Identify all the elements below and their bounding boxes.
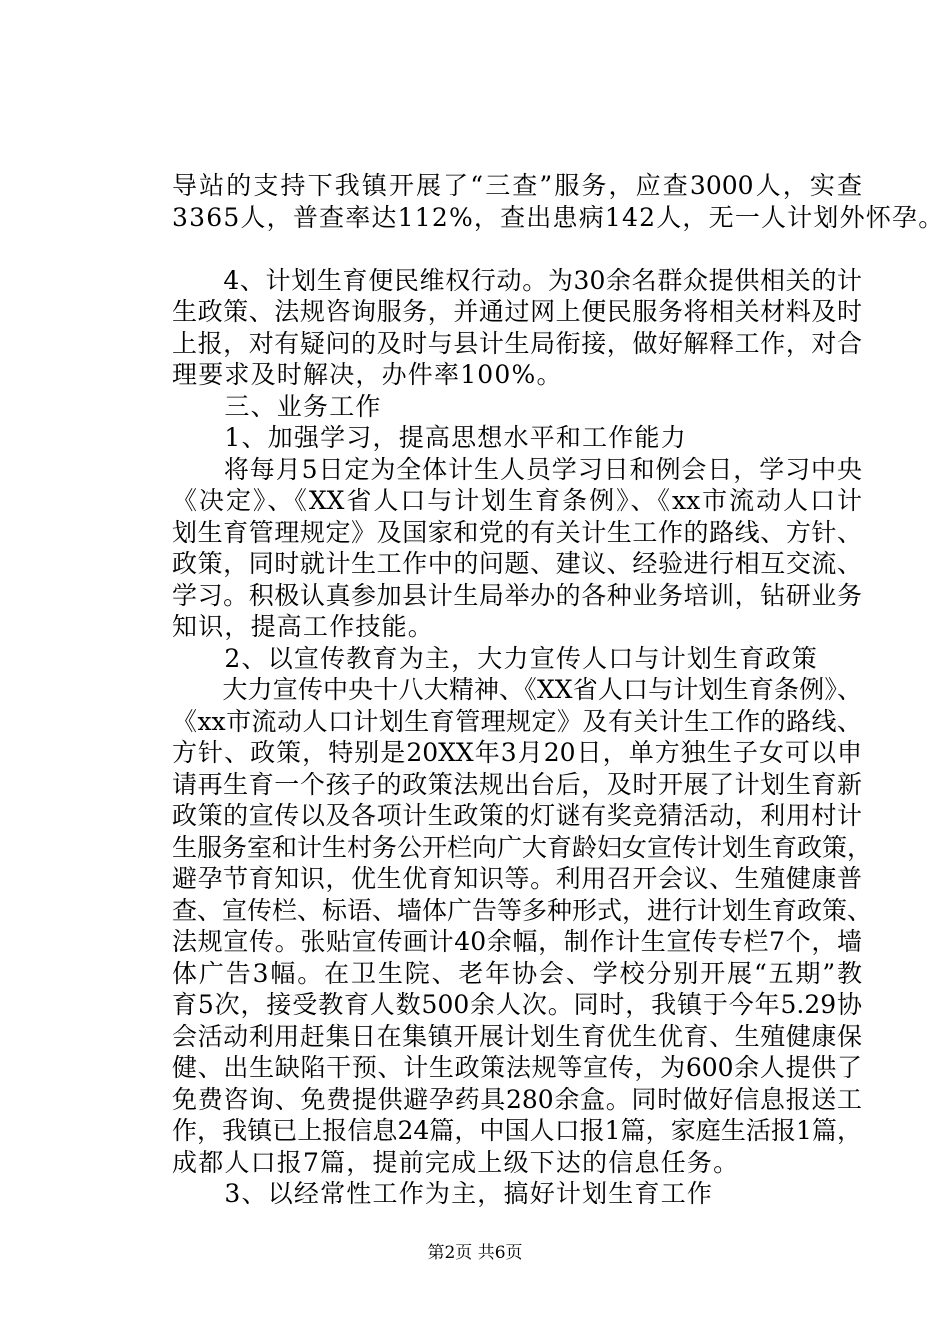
text-line: 方针、政策，特别是20XX年3月20日，单方独生子女可以申 bbox=[172, 738, 862, 767]
text-line: 划生育管理规定》及国家和党的有关计生工作的路线、方针、 bbox=[172, 517, 862, 547]
text-line: 政策，同时就计生工作中的问题、建议、经验进行相互交流、 bbox=[172, 549, 862, 578]
text-line: 生政策、法规咨询服务，并通过网上便民服务将相关材料及时 bbox=[172, 297, 862, 326]
document-body bbox=[172, 170, 945, 1210]
paragraph-gap bbox=[172, 233, 862, 265]
text-line: 法规宣传。张贴宣传画计40余幅，制作计生宣传专栏7个，墙 bbox=[172, 927, 862, 956]
text-line: 知识，提高工作技能。 bbox=[172, 612, 435, 641]
text-line: 查、宣传栏、标语、墙体广告等多种形式，进行计划生育政策、 bbox=[172, 895, 873, 925]
text-line: 理要求及时解决，办件率100%。 bbox=[172, 360, 563, 389]
text-line: 健、出生缺陷干预、计生政策法规等宣传，为600余人提供了 bbox=[172, 1053, 862, 1082]
text-line: 育5次，接受教育人数500余人次。同时，我镇于今年5.29协 bbox=[172, 990, 862, 1019]
text-line: 避孕节育知识，优生优育知识等。利用召开会议、生殖健康普 bbox=[172, 864, 862, 893]
text-line: 大力宣传中央十八大精神、《XX省人口与计划生育条例》、 bbox=[172, 675, 862, 704]
text-line: 政策的宣传以及各项计生政策的灯谜有奖竞猜活动，利用村计 bbox=[172, 801, 862, 830]
subsection-heading: 2、以宣传教育为主，大力宣传人口与计划生育政策 bbox=[172, 643, 818, 673]
text-line: 学习。积极认真参加县计生局举办的各种业务培训，钻研业务 bbox=[172, 580, 862, 610]
text-line: 成都人口报7篇，提前完成上级下达的信息任务。 bbox=[172, 1147, 740, 1177]
page-footer bbox=[0, 1243, 950, 1263]
subsection-heading: 3、以经常性工作为主，搞好计划生育工作 bbox=[172, 1179, 714, 1208]
subsection-heading: 1、加强学习，提高思想水平和工作能力 bbox=[172, 423, 687, 452]
text-line: 3365人，普查率达112%，查出患病142人，无一人计划外怀孕。 bbox=[172, 202, 945, 232]
text-line: 4、计划生育便民维权行动。为30余名群众提供相关的计 bbox=[172, 265, 862, 295]
text-line: 会活动利用赶集日在集镇开展计划生育优生优育、生殖健康保 bbox=[172, 1021, 862, 1051]
text-line: 请再生育一个孩子的政策法规出台后，及时开展了计划生育新 bbox=[172, 769, 862, 799]
text-line: 生服务室和计生村务公开栏向广大育龄妇女宣传计划生育政策， bbox=[172, 832, 873, 862]
text-line: 《决定》、《XX省人口与计划生育条例》、《xx市流动人口计 bbox=[172, 486, 862, 515]
text-line: 《xx市流动人口计划生育管理规定》及有关计生工作的路线、 bbox=[172, 706, 862, 736]
page-number: 第2页 共6页 bbox=[427, 1243, 523, 1263]
text-line: 将每月5日定为全体计生人员学习日和例会日，学习中央 bbox=[172, 454, 862, 484]
text-line: 免费咨询、免费提供避孕药具280余盒。同时做好信息报送工 bbox=[172, 1084, 862, 1114]
text-line: 上报，对有疑问的及时与县计生局衔接，做好解释工作，对合 bbox=[172, 328, 862, 358]
text-line: 导站的支持下我镇开展了“三查”服务，应查3000人，实查 bbox=[172, 171, 862, 200]
text-line: 体广告3幅。在卫生院、老年协会、学校分别开展“五期”教 bbox=[172, 958, 862, 988]
section-heading: 三、业务工作 bbox=[172, 391, 382, 421]
text-line: 作，我镇已上报信息24篇，中国人口报1篇，家庭生活报1篇， bbox=[172, 1116, 862, 1145]
